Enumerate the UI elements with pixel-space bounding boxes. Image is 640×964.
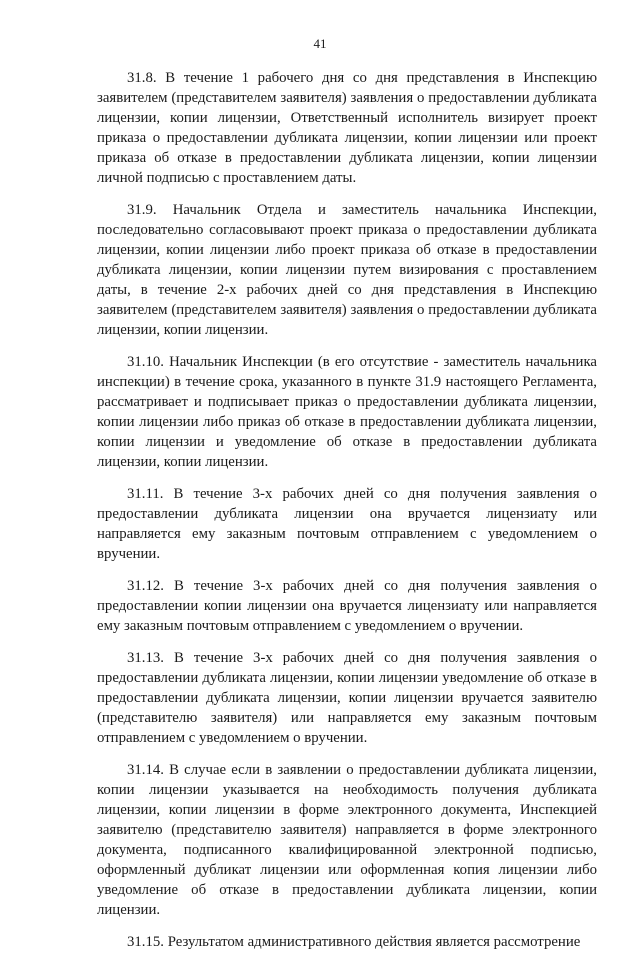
paragraph-31-11: 31.11. В течение 3-х рабочих дней со дня получения заявления о предоставлении дубликата лицензии она вручается лицензиату или направляется ему заказным почтовым отправлением с уведомлением о вручении.: [97, 486, 597, 562]
page-number: 41: [313, 36, 327, 51]
paragraph-31-8: 31.8. В течение 1 рабочего дня со дня представления в Инспекцию заявителем (представителем заявителя) заявления о предоставлении дубликата лицензии, копии лицензии, Ответственный исполнитель визирует проект приказа о предоставлении дубликата лицензии, копии лицензии или проект приказа об отказе в предоставлении дубликата лицензии, копии лицензии личной подписью с проставлением даты.: [97, 70, 597, 186]
paragraph-31-15: 31.15. Результатом административного действия является рассмотрение: [127, 934, 581, 950]
paragraph-31-13: 31.13. В течение 3-х рабочих дней со дня получения заявления о предоставлении дубликата лицензии, копии лицензии уведомление об отказе в предоставлении дубликата лицензии, копии лицензии вручается заявителю (представителю заявителя) или направляется ему заказным почтовым отправлением с уведомлением о вручении.: [97, 650, 597, 746]
paragraph-31-10: 31.10. Начальник Инспекции (в его отсутствие - заместитель начальника инспекции) в течение срока, указанного в пункте 31.9 настоящего Регламента, рассматривает и подписывает приказ о предоставлении дубликата лицензии, копии лицензии либо приказ об отказе в предоставлении дубликата лицензии, копии лицензии и уведомление об отказе в предоставлении дубликата лицензии, копии лицензии.: [97, 354, 597, 470]
document-body: [97, 68, 597, 964]
paragraph-31-12: 31.12. В течение 3-х рабочих дней со дня получения заявления о предоставлении копии лицензии она вручается лицензиату или направляется ему заказным почтовым отправлением с уведомлением о вручении.: [97, 578, 597, 634]
paragraph-31-14: 31.14. В случае если в заявлении о предоставлении дубликата лицензии, копии лицензии указывается на необходимость получения дубликата лицензии, копии лицензии в форме электронного документа, Инспекцией заявителю (представителю заявителя) направляется в форме электронного документа, подписанного квалифицированной электронной подписью, оформленный дубликат лицензии или оформленная копия лицензии либо уведомление об отказе в предоставлении дубликата лицензии, копии лицензии.: [97, 762, 597, 918]
paragraph-31-9: 31.9. Начальник Отдела и заместитель начальника Инспекции, последовательно согласовывают проект приказа о предоставлении дубликата лицензии, копии лицензии либо проект приказа об отказе в предоставлении дубликата лицензии, копии лицензии путем визирования с проставлением даты, в течение 2-х рабочих дней со дня представления в Инспекцию заявителем (представителем заявителя) заявления о предоставлении дубликата лицензии, копии лицензии.: [97, 202, 597, 338]
